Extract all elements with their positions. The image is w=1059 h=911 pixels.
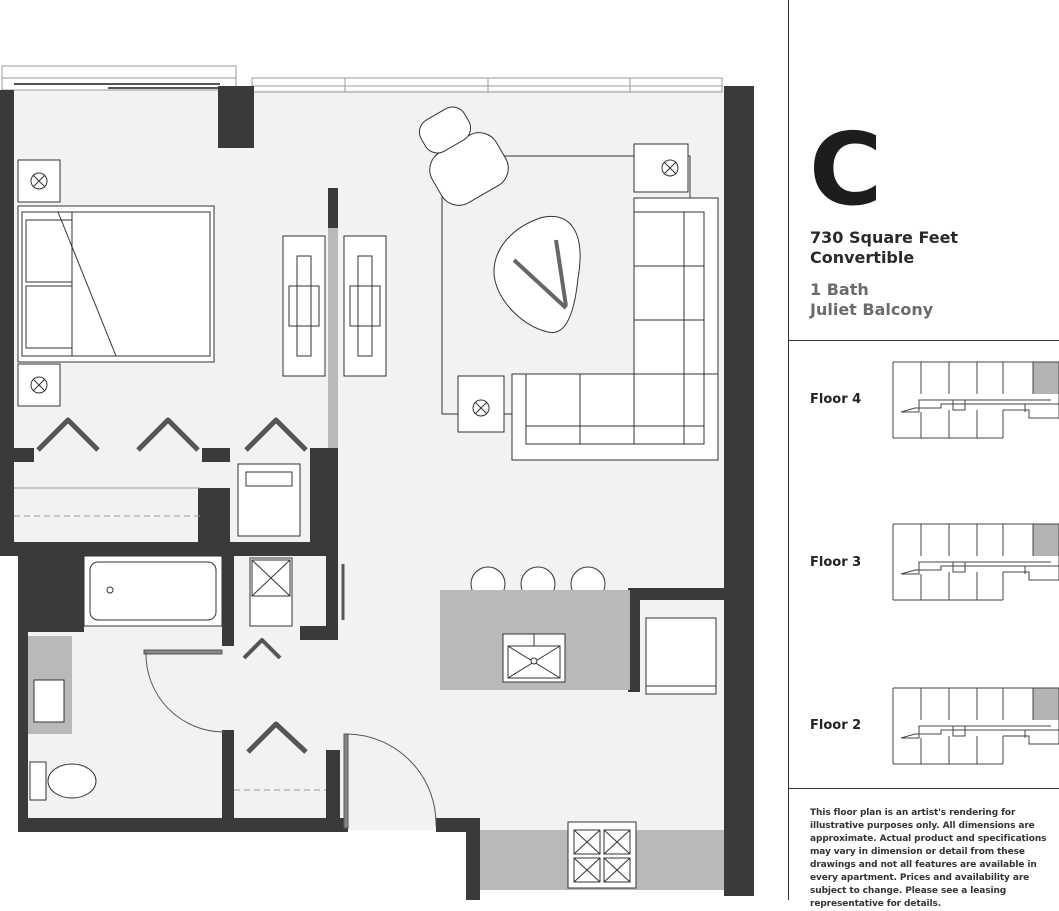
nightstand bbox=[18, 364, 60, 406]
divider bbox=[789, 340, 1059, 341]
floor-label-4: Floor 4 bbox=[810, 392, 862, 407]
range-stove bbox=[568, 822, 636, 888]
divider bbox=[789, 788, 1059, 789]
floor-2-keyplan bbox=[891, 686, 1059, 766]
refrigerator bbox=[646, 618, 716, 694]
toilet bbox=[30, 762, 96, 800]
bed bbox=[18, 206, 214, 362]
bathtub bbox=[84, 556, 222, 626]
sink bbox=[34, 680, 64, 722]
unit-type: Convertible bbox=[810, 248, 915, 267]
floor-3-keyplan bbox=[891, 522, 1059, 602]
unit-area: 730 Square Feet bbox=[810, 228, 959, 247]
floor-4-keyplan bbox=[891, 360, 1059, 440]
floor-label-2: Floor 2 bbox=[810, 718, 862, 733]
side-table bbox=[458, 376, 504, 432]
side-table bbox=[634, 144, 688, 192]
balcony-windows bbox=[2, 66, 722, 92]
unit-baths: 1 Bath bbox=[810, 280, 869, 299]
unit-info-panel bbox=[788, 0, 1059, 909]
unit-balcony: Juliet Balcony bbox=[810, 300, 934, 319]
kitchen-sink bbox=[503, 634, 565, 682]
floor-label-3: Floor 3 bbox=[810, 555, 862, 570]
nightstand bbox=[18, 160, 60, 202]
disclaimer-text: This floor plan is an artist's rendering for illustrative purposes only. All dimensions are approximate. Actual product and specifications may vary in dimension or detail from these drawings and not all features are available in every apartment. Prices and availability are subject to change. Please see a leasing representative for details. bbox=[810, 808, 1047, 909]
unit-letter: C bbox=[809, 111, 881, 228]
